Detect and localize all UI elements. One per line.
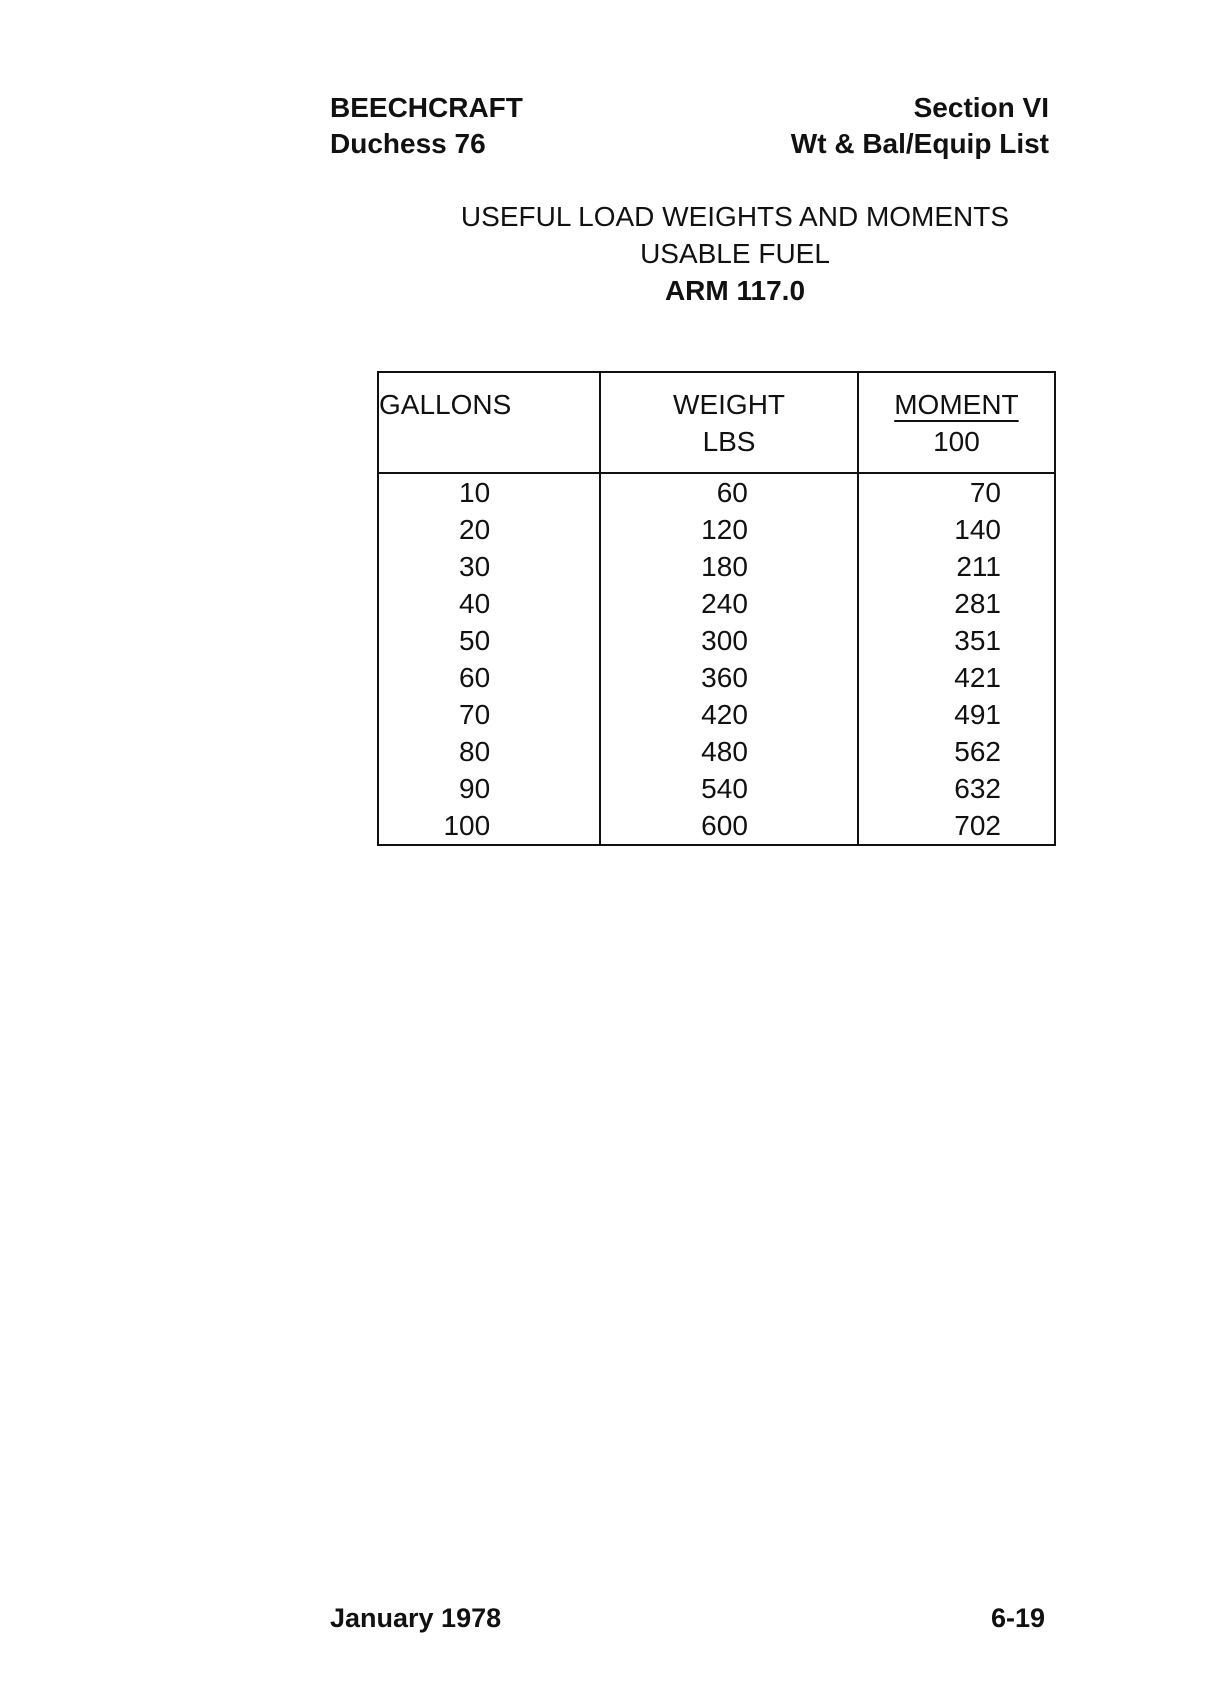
moment-cell: 421: [954, 662, 1001, 693]
moment-header-denominator: 100: [933, 426, 980, 457]
gallons-cell: 70: [459, 699, 491, 730]
footer-date: January 1978: [330, 1603, 502, 1633]
gallons-cell: 20: [459, 514, 491, 545]
moment-cell: 632: [954, 773, 1001, 804]
title-line-2: USABLE FUEL: [640, 238, 830, 269]
header-right: [791, 90, 1049, 162]
moment-cell: 562: [954, 736, 1001, 767]
title-line-1: USEFUL LOAD WEIGHTS AND MOMENTS: [460, 201, 1010, 232]
fuel-table: [377, 371, 1056, 846]
weight-header-line-1: WEIGHT: [673, 389, 786, 420]
moment-cell: 140: [954, 514, 1001, 545]
column-header-moment: [858, 372, 1055, 473]
section-subtitle: Wt & Bal/Equip List: [790, 128, 1049, 159]
title-line-3: ARM 117.0: [664, 275, 806, 306]
weight-cell: 120: [701, 514, 748, 545]
weight-cell: 60: [716, 477, 748, 508]
moment-cell: 702: [954, 810, 1001, 841]
weight-cell: 180: [701, 551, 748, 582]
gallons-cell: 80: [459, 736, 491, 767]
weight-cell: 240: [701, 588, 748, 619]
weight-header-line-2: LBS: [702, 426, 756, 457]
gallons-cell: 10: [459, 477, 491, 508]
moment-cell: 281: [954, 588, 1001, 619]
weight-cell: 420: [701, 699, 748, 730]
gallons-cell: 40: [459, 588, 491, 619]
header-left: [330, 90, 523, 162]
gallons-cell: 60: [459, 662, 491, 693]
page-number: 6-19: [990, 1603, 1045, 1633]
weight-cell: 540: [701, 773, 748, 804]
column-header-weight: [600, 372, 858, 473]
column-header-gallons: [378, 372, 600, 473]
weight-cell: 300: [701, 625, 748, 656]
moment-cell: 70: [969, 477, 1001, 508]
model-name: Duchess 76: [330, 128, 486, 159]
moment-column: [858, 473, 1055, 845]
gallons-cell: 50: [459, 625, 491, 656]
gallons-column: [378, 473, 600, 845]
moment-cell: 351: [954, 625, 1001, 656]
weight-cell: 600: [701, 810, 748, 841]
gallons-header-label: GALLONS: [379, 389, 512, 420]
table-header-row: [378, 372, 1055, 473]
section-label: Section VI: [913, 92, 1049, 123]
weight-column: [600, 473, 858, 845]
table-body-row: [378, 473, 1055, 845]
gallons-cell: 30: [459, 551, 491, 582]
gallons-cell: 100: [443, 810, 491, 841]
weight-cell: 480: [701, 736, 748, 767]
gallons-cell: 90: [459, 773, 491, 804]
manufacturer-name: BEECHCRAFT: [330, 92, 523, 123]
moment-cell: 491: [954, 699, 1001, 730]
moment-cell: 211: [956, 551, 1001, 582]
weight-cell: 360: [701, 662, 748, 693]
moment-header-numerator: MOMENT: [894, 389, 1019, 420]
page-title: [330, 198, 1140, 309]
